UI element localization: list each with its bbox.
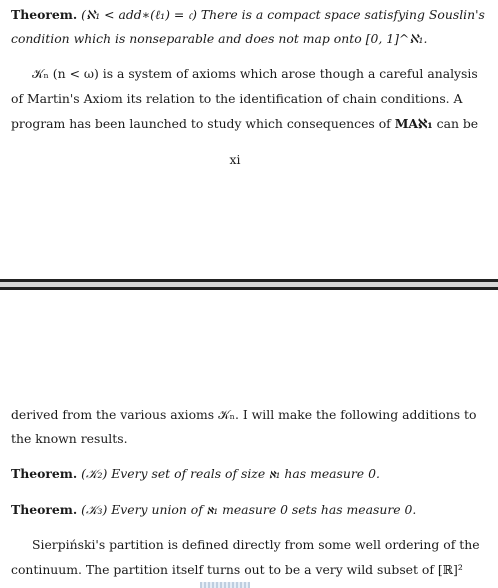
theorem-k2 xyxy=(11,466,380,482)
ma-aleph1: MAℵ₁ xyxy=(394,116,433,131)
page-top xyxy=(0,0,498,279)
theorem-k3-label: Theorem. xyxy=(11,502,78,517)
page-bottom xyxy=(0,290,498,588)
sierpinski-line-1: Sierpiński's partition is defined directly from some well ordering of the xyxy=(32,537,480,552)
paragraph-line-3 xyxy=(11,116,478,132)
paragraph-line-3-post: can be xyxy=(432,116,479,131)
page-separator xyxy=(0,279,498,290)
theorem-label: Theorem. xyxy=(11,7,78,22)
text-line-1: derived from the various axioms 𝒦ₙ. I will make the following additions to xyxy=(11,407,477,422)
theorem-k2-text: (𝒦₂) Every set of reals of size ℵ₁ has measure 0. xyxy=(81,466,380,481)
paragraph-line-3-pre: program has been launched to study which consequences of xyxy=(11,116,395,131)
paragraph-line-2: of Martin's Axiom its relation to the identification of chain conditions. A xyxy=(11,91,463,106)
scroll-indicator[interactable] xyxy=(200,582,250,588)
text-line-2: the known results. xyxy=(11,431,128,446)
theorem-hypothesis: (ℵ₁ < add∗(ℓ₁) = 𝔠) xyxy=(81,7,197,22)
theorem-line-1 xyxy=(11,7,485,23)
theorem-text-1: There is a compact space satisfying Souslin's xyxy=(200,7,485,22)
theorem-line-2: condition which is nonseparable and does not map onto [0, 1]^ℵ₁. xyxy=(11,31,428,46)
theorem-k3-text: (𝒦₃) Every union of ℵ₁ measure 0 sets has measure 0. xyxy=(81,502,417,517)
paragraph-line-1: 𝒦ₙ (n < ω) is a system of axioms which arose though a careful analysis xyxy=(32,66,478,81)
theorem-k3 xyxy=(11,502,416,518)
page-number: xi xyxy=(229,152,241,167)
sierpinski-line-2: continuum. The partition itself turns out to be a very wild subset of [ℝ]² xyxy=(11,562,463,577)
theorem-k2-label: Theorem. xyxy=(11,466,78,481)
